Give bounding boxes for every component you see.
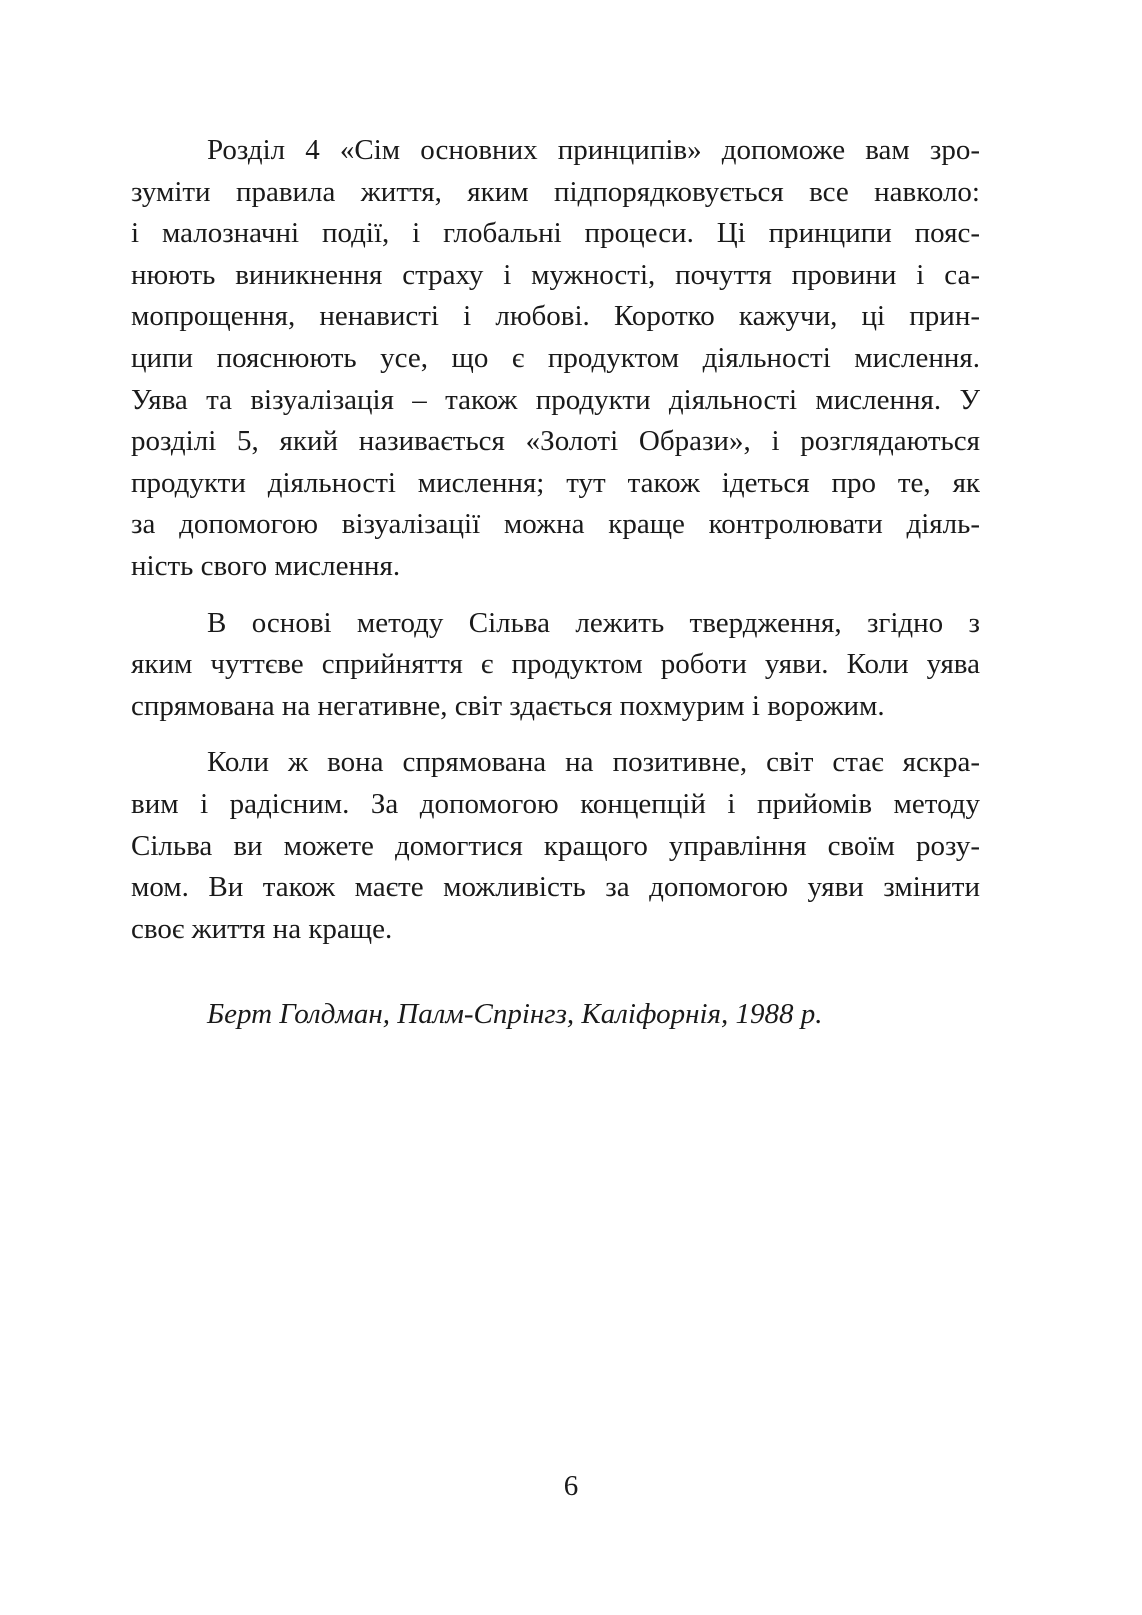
text-line: нюють виникнення страху і мужності, почуття провини і са- xyxy=(131,258,980,291)
paragraph xyxy=(131,742,980,950)
page-number: 6 xyxy=(563,1470,579,1502)
text-line: мом. Ви також маєте можливість за допомогою уяви змінити xyxy=(131,871,980,904)
text-line: Сільва ви можете домогтися кращого управління своїм розу- xyxy=(131,829,980,862)
paragraph xyxy=(131,603,980,728)
text-line: своє життя на краще. xyxy=(131,912,393,945)
text-line: В основі методу Сільва лежить твердження, згідно з xyxy=(207,606,980,639)
paragraph xyxy=(131,130,980,588)
text-line: продукти діяльності мислення; тут також ідеться про те, як xyxy=(131,466,980,499)
text-line: розділі 5, який називається «Золоті Образи», і розглядаються xyxy=(131,425,980,458)
text-line: за допомогою візуалізації можна краще контролювати діяль- xyxy=(131,508,980,541)
text-line: Коли ж вона спрямована на позитивне, світ стає яскра- xyxy=(207,746,980,779)
text-line: яким чуттєве сприйняття є продуктом роботи уяви. Коли уява xyxy=(131,648,980,681)
text-line: і малозначні події, і глобальні процеси. Ці принципи пояс- xyxy=(131,217,980,250)
text-line: зуміти правила життя, яким підпорядковується все навколо: xyxy=(131,175,980,208)
signature: Берт Голдман, Палм-Спрінгз, Каліфорнія, 1988 р. xyxy=(207,998,823,1030)
text-line: ципи пояснюють усе, що є продуктом діяльності мислення. xyxy=(131,341,980,374)
body-text xyxy=(131,130,980,965)
text-line: мопрощення, ненависті і любові. Коротко кажучи, ці прин- xyxy=(131,300,980,333)
text-line: ність свого мислення. xyxy=(131,549,401,582)
text-line: вим і радісним. За допомогою концепцій і прийомів методу xyxy=(131,787,980,820)
text-line: Розділ 4 «Сім основних принципів» допоможе вам зро- xyxy=(207,134,980,166)
text-line: спрямована на негативне, світ здається похмурим і ворожим. xyxy=(131,689,885,722)
text-line: Уява та візуалізація – також продукти діяльності мислення. У xyxy=(131,383,980,416)
